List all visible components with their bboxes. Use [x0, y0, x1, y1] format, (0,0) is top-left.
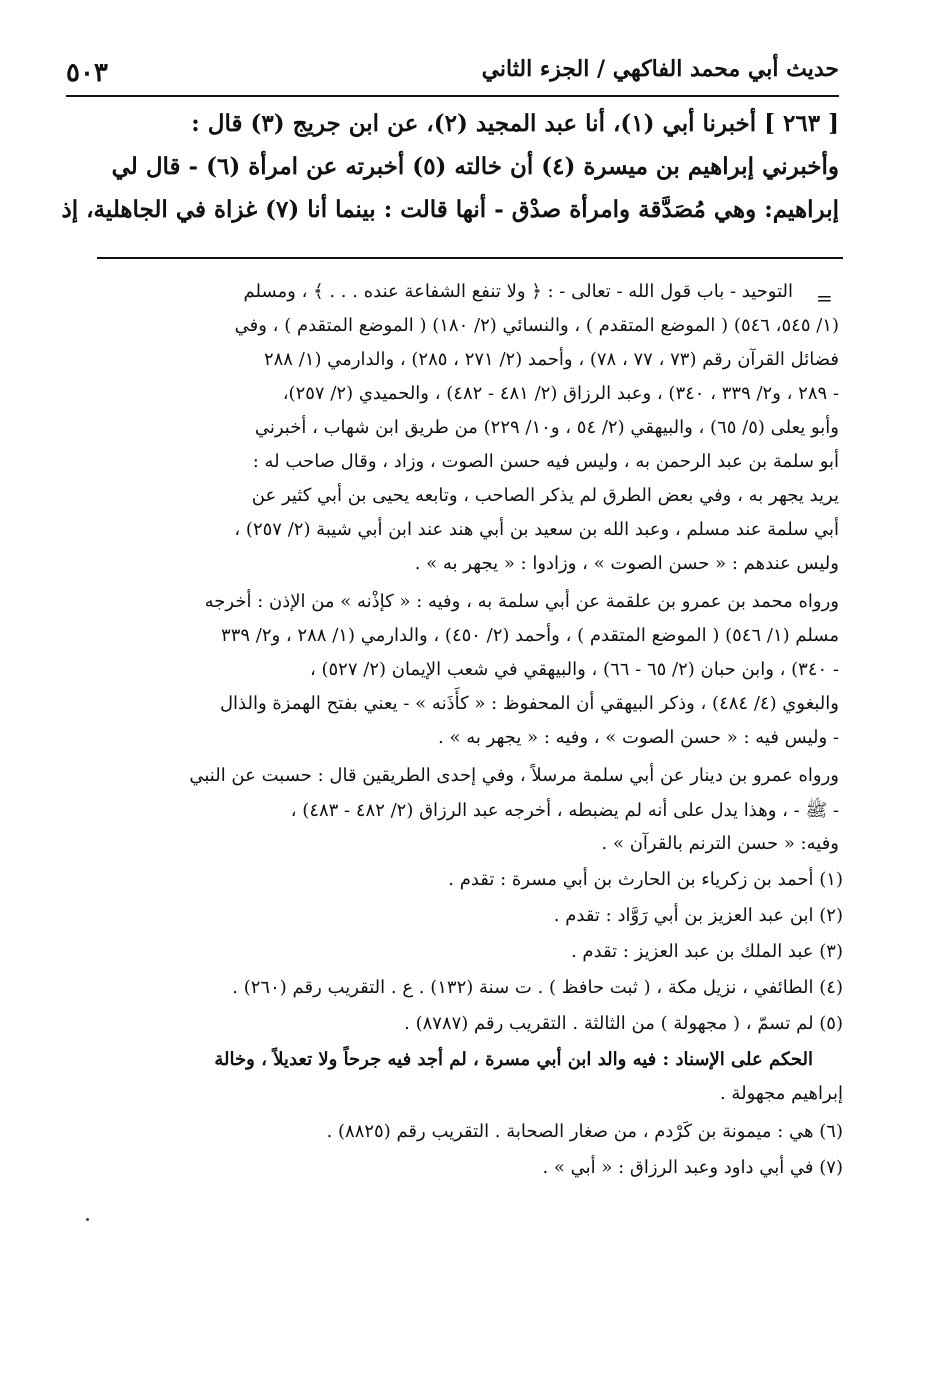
footnote-item-3: (٣) عبد الملك بن عبد العزيز : تقدم . [570, 941, 843, 962]
footnote-line: وأبو يعلى (٥/ ٦٥) ، والبيهقي (٢/ ٥٤ ، و١٠/ ٢٢٩) من طريق ابن شهاب ، أخبرني [254, 417, 839, 438]
footnote-item-6: (٦) هي : ميمونة بن كَرْدم ، من صغار الصحابة . التقريب رقم (٨٨٢٥) . [326, 1121, 843, 1142]
footnote-item-7: (٧) في أبي داود وعبد الرزاق : « أبي » . [542, 1157, 843, 1178]
footnote-line: التوحيد - باب قول الله - تعالى - : ﴿ ولا تنفع الشفاعة عنده . . . ﴾ ، ومسلم [243, 281, 793, 302]
footnote-line: وفيه: « حسن الترنم بالقرآن » . [601, 833, 839, 854]
footnote-line: والبغوي (٤/ ٤٨٤) ، وذكر البيهقي أن المحفوظ : « كأَذَنه » - يعني بفتح الهمزة والذال [219, 693, 839, 714]
footnote-line: ورواه محمد بن عمرو بن علقمة عن أبي سلمة به ، وفيه : « كإذْنه » من الإذن : أخرجه [204, 591, 839, 612]
main-text-line-2: وأخبرني إبراهيم بن ميسرة (٤) أن خالته (٥) أخبرته عن امرأة (٦) - قال لي [111, 153, 839, 180]
footnote-line: مسلم (١/ ٥٤٦) ( الموضع المتقدم ) ، وأحمد (٢/ ٤٥٠) ، والدارمي (١/ ٢٨٨ ، و٢/ ٣٣٩ [221, 625, 839, 646]
page-number: ٥٠٣ [66, 58, 108, 88]
footnote-item-1: (١) أحمد بن زكرياء بن الحارث بن أبي مسرة : تقدم . [448, 869, 843, 890]
main-text-line-1: [ ٢٦٣ ] أخبرنا أبي (١)، أنا عبد المجيد (٢)، عن ابن جريج (٣) قال : [191, 110, 839, 137]
footnote-separator [97, 257, 843, 259]
footnote-line: فضائل القرآن رقم (٧٣ ، ٧٧ ، ٧٨) ، وأحمد (٢/ ٢٧١ ، ٢٨٥) ، والدارمي (١/ ٢٨٨ [263, 349, 839, 370]
footnote-line: يريد يجهر به ، وفي بعض الطرق لم يذكر الصاحب ، وتابعه يحيى بن أبي كثير عن [251, 485, 839, 506]
footnote-item-5: (٥) لم تسمّ ، ( مجهولة ) من الثالثة . التقريب رقم (٨٧٨٧) . [404, 1013, 843, 1034]
footnote-line: - وليس فيه : « حسن الصوت » ، وفيه : « يجهر به » . [438, 727, 839, 748]
scan-speck [86, 1218, 89, 1221]
running-header-title: حديث أبي محمد الفاكهي / الجزء الثاني [481, 56, 839, 82]
footnote-line: - ٣٤٠) ، وابن حبان (٢/ ٦٥ - ٦٦) ، والبيهقي في شعب الإيمان (٢/ ٥٢٧) ، [309, 659, 839, 680]
footnote-line: (١/ ٥٤٥، ٥٤٦) ( الموضع المتقدم ) ، والنسائي (٢/ ١٨٠) ( الموضع المتقدم ) ، وفي [234, 315, 839, 336]
footnote-line: وليس عندهم : « حسن الصوت » ، وزادوا : « يجهر به » . [414, 553, 839, 574]
continuation-mark: = [816, 286, 833, 310]
isnad-ruling-continued: إبراهيم مجهولة . [719, 1083, 843, 1104]
header-rule [66, 95, 839, 97]
main-text-line-3: إبراهيم: وهي مُصَدَّقة وامرأة صدْق - أنها قالت : بينما أنا (٧) غزاة في الجاهلية، إذ [61, 196, 839, 223]
footnote-line: أبي سلمة عند مسلم ، وعبد الله بن سعيد بن أبي هند عند ابن أبي شيبة (٢/ ٢٥٧) ، [234, 519, 839, 540]
footnote-item-4: (٤) الطائفي ، نزيل مكة ، ( ثبت حافظ ) . ت سنة (١٣٢) . ع . التقريب رقم (٢٦٠) . [232, 977, 843, 998]
footnote-line: ورواه عمرو بن دينار عن أبي سلمة مرسلاً ، وفي إحدى الطريقين قال : حسبت عن النبي [189, 765, 839, 786]
footnote-item-2: (٢) ابن عبد العزيز بن أبي رَوَّاد : تقدم . [553, 905, 843, 926]
footnote-line: أبو سلمة بن عبد الرحمن به ، وليس فيه حسن الصوت ، وزاد ، وقال صاحب له : [252, 451, 839, 472]
footnote-line: - ﷺ - ، وهذا يدل على أنه لم يضبطه ، أخرجه عبد الرزاق (٢/ ٤٨٢ - ٤٨٣) ، [290, 800, 839, 821]
isnad-ruling: الحكم على الإسناد : فيه والد ابن أبي مسرة ، لم أجد فيه جرحاً ولا تعديلاً ، وخالة [214, 1049, 813, 1070]
footnote-line: - ٢٨٩ ، و٢/ ٣٣٩ ، ٣٤٠) ، وعبد الرزاق (٢/ ٤٨١ - ٤٨٢) ، والحميدي (٢/ ٢٥٧)، [282, 383, 839, 404]
